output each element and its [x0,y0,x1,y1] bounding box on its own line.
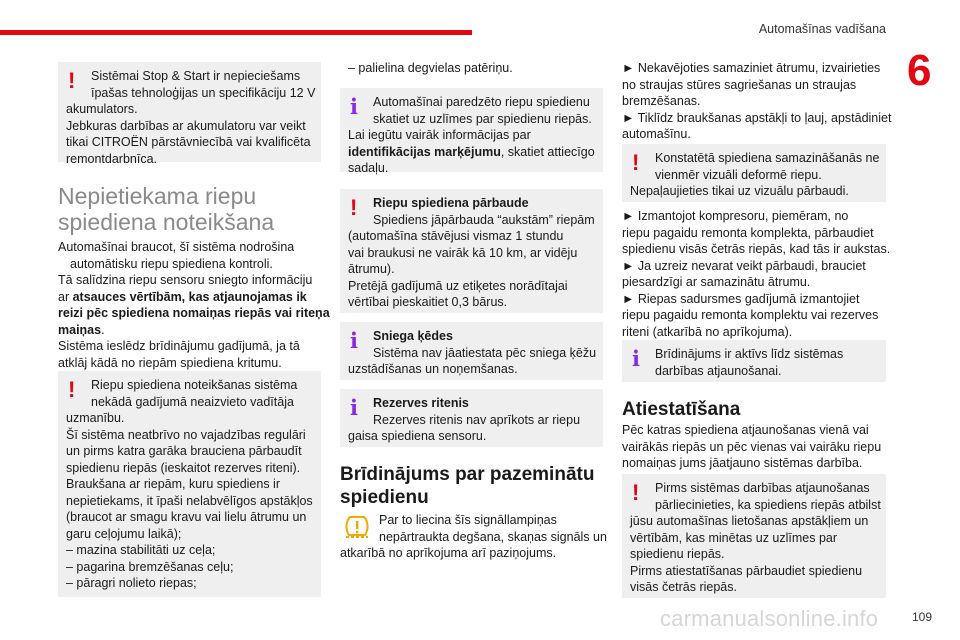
text-line: bremzēšanas. [622,94,701,108]
actions-paragraph-2 [622,208,891,340]
warning-exclamation-icon: ! [632,150,640,175]
box-line: Automašīnai paredzēto riepu spiedienu [373,95,590,109]
box-line: jūsu automašīnas lietošanas apstākļiem un [630,514,869,528]
text-line: atklāj kādā no riepām spiediena kritumu. [58,355,282,370]
warning-box-driver-attention [58,371,321,597]
box-line: vai braukusi ne vairāk kā 10 km, ar vidēju [348,245,578,260]
text-line: spiedienu visās četrās riepās, kad tās ir aukstas. [622,242,891,256]
warning-exclamation-icon: ! [68,68,76,93]
warning-box-pressure-check [340,189,603,313]
box-line: sadaļu. [348,161,389,175]
heading-line: Brīdinājums par pazeminātu [340,464,595,485]
box-line: Riepu spiediena noteikšanas sistēma [91,378,298,392]
info-icon: i [350,328,358,353]
box-line: garu ceļojumu laikā); [66,526,182,541]
box-line: (automašīna stāvējusi vismaz 1 stundu [348,229,564,243]
box-line: Pirms sistēmas darbības atjaunošanas [655,481,870,495]
heading-line: spiedienu [340,487,429,508]
section-heading-low-pressure [340,463,594,509]
warning-box-stop-start [58,62,321,166]
heading-line: spiediena noteikšana [58,209,275,235]
low-pressure-paragraph [340,512,605,562]
box-line: nepietiekams, it īpaši nelabvēlīgos apstākļos [66,493,313,508]
text-line: riepu pagaidu remonta komplekta, pārbaudiet [622,225,874,240]
text-line: automātisku riepu spiediena kontroli. [70,256,273,271]
box-line: Lai iegūtu vairāk informācijas par [348,128,531,142]
bold-text: reizi pēc spiediena nomaiņas riepās vai riteņa [58,306,330,320]
text-line: Sistēma ieslēdz brīdinājumu gadījumā, ja tā [58,339,300,353]
text-line: ► Riepas sadursmes gadījumā izmantojiet [622,291,860,306]
text-line: ► Ja uzreiz nevarat veikt pārbaudi, brauciet [622,258,866,273]
bold-text: Riepu spiediena pārbaude [373,196,529,210]
box-line: vērtībām, kas minētas uz uzlīmes par [630,530,838,545]
text-fragment: . [101,322,105,337]
header-red-bar [0,30,472,35]
box-line: Brīdinājums ir aktīvs līdz sistēmas [655,347,844,361]
box-line: un pirms katra garāka brauciena pārbaudīt [66,444,302,458]
reset-paragraph [622,422,888,472]
bold-text: identifikācijas marķējumu [348,144,501,159]
text-line: ► Tiklīdz braukšanas apstākļi to ļauj, apstādiniet [622,110,892,125]
info-icon: i [350,94,358,119]
text-line: riteni (atkarībā no aprīkojuma). [622,324,793,339]
warning-box-visual-check [622,144,886,202]
chapter-number: 6 [907,46,932,95]
warning-exclamation-icon: ! [68,377,76,402]
box-line: Spiediens jāpārbauda “aukstām” riepām [373,212,595,227]
warning-exclamation-icon: ! [632,480,640,505]
info-box-spare-wheel [340,389,603,447]
box-line: (braucot ar smagu kravu vai lielu ātrumu un [66,510,307,524]
text-line: riepu pagaidu remonta komplektu vai rezerves [622,308,879,322]
warning-exclamation-icon: ! [350,195,358,220]
info-box-snow-chains [340,322,603,380]
box-line: Sistēma nav jāatiestata pēc sniega ķēžu [373,345,597,360]
tire-detection-paragraph [58,239,330,371]
box-line: Sistēmai Stop & Start ir nepieciešams [91,69,301,83]
box-line: spiedienu riepās. [630,547,725,561]
box-line: ātrumu). [348,262,395,276]
box-line: tikai CITROËN pārstāvniecībā vai kvalificēta [66,135,311,149]
box-line: Nepaļaujieties tikai uz vizuālu pārbaudi. [630,184,849,198]
info-box-warning-active [622,340,886,382]
text-fragment: , skatiet attiecīgo [500,144,595,159]
fuel-consumption-line [348,60,513,77]
watermark: carmanualsonline.info [660,606,879,631]
text-line: ► Izmantojot kompresoru, piemēram, no [622,209,849,223]
box-line: remontdarbnīca. [66,151,158,166]
info-box-tire-pressure-label [340,88,603,175]
box-line: Konstatētā spiediena samazināšanās ne [655,151,880,165]
box-line: skatiet uz uzlīmes par spiedienu riepās. [373,111,592,126]
box-line: visās četrās riepās. [630,580,737,594]
text-line: Tā salīdzina riepu sensoru sniegto informāciju [58,273,313,287]
warning-box-before-reset [622,474,886,598]
heading-line: Nepietiekama riepu [58,183,257,209]
text-line: – palielina degvielas patēriņu. [348,61,513,75]
info-icon: i [350,395,358,420]
text-line: piesardzīgi ar samazinātu ātrumu. [622,275,811,289]
box-line: spiedienu riepās (ieskaitot rezerves riteni). [66,460,301,475]
text-line: Pēc katras spiediena atjaunošanas vienā vai [622,423,869,437]
box-line: Šī sistēma neatbrīvo no vajadzības regulāri [66,427,306,442]
box-line: vienmēr vizuāli deformē riepu. [655,167,822,182]
bold-text: atsauces vērtībām, kas atjaunojamas ik [72,289,307,304]
box-line: akumulators. [66,102,138,116]
text-fragment: ar [58,289,73,304]
page-number: 109 [911,610,932,624]
bold-text: Sniega ķēdes [373,329,453,343]
box-line: uzmanību. [66,411,125,425]
box-line: Rezerves ritenis nav aprīkots ar riepu [373,412,581,427]
box-line: nekādā gadījumā neaizvieto vadītāja [91,394,294,409]
box-line: – pāragri nolieto riepas; [66,576,197,590]
box-line: uzstādīšanas un noņemšanas. [348,362,518,376]
box-line: Jebkuras darbības ar akumulatoru var veikt [66,118,306,133]
box-line: gaisa spiediena sensoru. [348,429,487,443]
bold-text: Rezerves ritenis [373,396,469,410]
text-line: nepārtraukta degšana, skaņas signāls un [379,529,607,544]
section-heading-tire-detection [58,183,274,235]
box-line: darbības atjaunošanai. [655,363,782,378]
text-line: no straujas stūres sagriešanas un straujas [622,77,857,92]
info-icon: i [632,346,640,371]
actions-paragraph-1 [622,60,892,143]
bold-text: maiņas [58,322,102,337]
text-line: Automašīnai braucot, šī sistēma nodrošina [58,240,295,254]
box-line: Braukšana ar riepām, kuru spiediens ir [66,477,280,491]
box-line: Pretējā gadījumā uz etiķetes norādītajai [348,278,568,293]
text-line: automašīnu. [622,127,691,141]
header-title: Automašīnas vadīšana [758,22,886,36]
text-line: ► Nekavējoties samaziniet ātrumu, izvairieties [622,61,881,75]
text-line: atkarībā no aprīkojuma arī paziņojums. [340,546,557,560]
box-line: – mazina stabilitāti uz ceļa; [66,543,216,557]
box-line: – pagarina bremzēšanas ceļu; [66,559,234,574]
text-line: vairākās riepās un pēc vienas vai vairāku riepu [622,439,882,454]
box-line: vērtībai pieskaitiet 0,3 bārus. [348,295,508,309]
text-line: nomaiņas jums jāatjauno sistēmas darbība. [622,456,863,470]
box-line: pārliecinieties, ka spiediens riepās atbilst [655,497,881,512]
text-line: Par to liecina šīs signāllampiņas [379,513,557,527]
section-heading-reset: Atiestatīšana [622,399,741,420]
box-line: Pirms atiestatīšanas pārbaudiet spiedienu [630,563,863,578]
box-line: īpašas tehnoloģijas un specifikāciju 12 V [91,85,316,100]
